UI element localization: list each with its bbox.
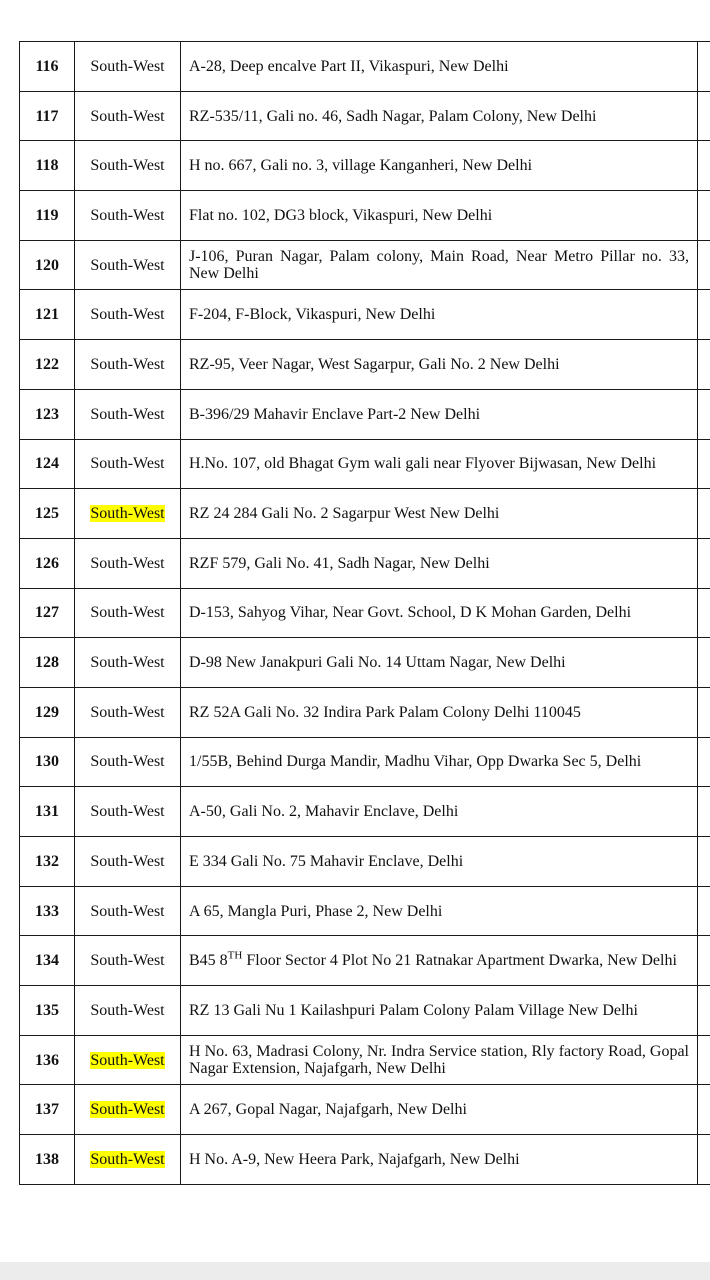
district-cell (75, 787, 181, 837)
district-cell (75, 141, 181, 191)
address-cell: A-28, Deep encalve Part II, Vikaspuri, New Delhi (181, 42, 698, 92)
address-cell (181, 936, 698, 986)
address-cell: F-204, F-Block, Vikaspuri, New Delhi (181, 290, 698, 340)
district-name: South-West (90, 1001, 165, 1019)
address-cell: RZ-95, Veer Nagar, West Sagarpur, Gali No. 2 New Delhi (181, 340, 698, 390)
table-row (20, 290, 710, 340)
district-name: South-West (90, 703, 165, 721)
table-row (20, 936, 710, 986)
district-cell (75, 737, 181, 787)
address-cell: H No. 63, Madrasi Colony, Nr. Indra Service station, Rly factory Road, Gopal Nagar Extension, Najafgarh, New Delhi (181, 1035, 698, 1085)
address-text: Floor Sector 4 Plot No 21 Ratnakar Apartment Dwarka, New Delhi (242, 952, 677, 970)
table-row (20, 737, 710, 787)
cropped-column-cell (698, 886, 710, 936)
row-number: 131 (20, 787, 75, 837)
row-number: 122 (20, 340, 75, 390)
district-name: South-West (90, 157, 165, 175)
cropped-column-cell (698, 340, 710, 390)
district-name: South-West (90, 405, 165, 423)
page-bottom-edge (0, 1262, 710, 1280)
district-name: South-West (90, 852, 165, 870)
row-number: 134 (20, 936, 75, 986)
address-cell: A-50, Gali No. 2, Mahavir Enclave, Delhi (181, 787, 698, 837)
table-row (20, 986, 710, 1036)
table-row (20, 240, 710, 290)
table-row (20, 886, 710, 936)
table-row (20, 638, 710, 688)
district-name: South-West (90, 206, 165, 224)
row-number: 123 (20, 389, 75, 439)
district-highlighted: South-West (90, 1150, 165, 1168)
table-row (20, 42, 710, 92)
cropped-column-cell (698, 141, 710, 191)
cropped-column-cell (698, 42, 710, 92)
cropped-column-cell (698, 787, 710, 837)
district-name: South-West (90, 803, 165, 821)
district-name: South-West (90, 654, 165, 672)
cropped-column-cell (698, 191, 710, 241)
table-row (20, 588, 710, 638)
address-cell: H No. A-9, New Heera Park, Najafgarh, New Delhi (181, 1135, 698, 1185)
district-highlighted: South-West (90, 505, 165, 523)
district-cell (75, 290, 181, 340)
district-cell (75, 91, 181, 141)
district-cell (75, 439, 181, 489)
cropped-column-cell (698, 389, 710, 439)
address-cell: A 65, Mangla Puri, Phase 2, New Delhi (181, 886, 698, 936)
cropped-column-cell (698, 687, 710, 737)
cropped-column-cell (698, 91, 710, 141)
district-cell (75, 240, 181, 290)
address-cell: D-153, Sahyog Vihar, Near Govt. School, D K Mohan Garden, Delhi (181, 588, 698, 638)
district-name: South-West (90, 256, 165, 274)
table-row (20, 1035, 710, 1085)
address-cell: RZ 52A Gali No. 32 Indira Park Palam Colony Delhi 110045 (181, 687, 698, 737)
table-row (20, 787, 710, 837)
cropped-column-cell (698, 240, 710, 290)
row-number: 133 (20, 886, 75, 936)
district-name: South-West (90, 57, 165, 75)
district-cell (75, 638, 181, 688)
table-row (20, 439, 710, 489)
district-cell (75, 1035, 181, 1085)
cropped-column-cell (698, 737, 710, 787)
district-cell (75, 489, 181, 539)
district-cell (75, 191, 181, 241)
address-table (19, 41, 710, 1185)
table-row (20, 141, 710, 191)
district-name: South-West (90, 455, 165, 473)
table-row (20, 91, 710, 141)
table-row (20, 538, 710, 588)
table-row (20, 1085, 710, 1135)
table-row (20, 687, 710, 737)
table-body (20, 42, 710, 1185)
address-cell: H no. 667, Gali no. 3, village Kanganheri, New Delhi (181, 141, 698, 191)
cropped-column-cell (698, 538, 710, 588)
district-cell (75, 1085, 181, 1135)
table-row (20, 1135, 710, 1185)
district-name: South-West (90, 902, 165, 920)
table-row (20, 191, 710, 241)
cropped-column-cell (698, 1085, 710, 1135)
row-number: 121 (20, 290, 75, 340)
row-number: 132 (20, 837, 75, 887)
district-cell (75, 42, 181, 92)
row-number: 120 (20, 240, 75, 290)
district-cell (75, 340, 181, 390)
row-number: 118 (20, 141, 75, 191)
district-cell (75, 886, 181, 936)
row-number: 129 (20, 687, 75, 737)
cropped-column-cell (698, 638, 710, 688)
cropped-column-cell (698, 588, 710, 638)
address-cell: A 267, Gopal Nagar, Najafgarh, New Delhi (181, 1085, 698, 1135)
row-number: 138 (20, 1135, 75, 1185)
address-cell: RZ-535/11, Gali no. 46, Sadh Nagar, Palam Colony, New Delhi (181, 91, 698, 141)
cropped-column-cell (698, 290, 710, 340)
row-number: 116 (20, 42, 75, 92)
address-cell: RZ 13 Gali Nu 1 Kailashpuri Palam Colony Palam Village New Delhi (181, 986, 698, 1036)
cropped-column-cell (698, 1035, 710, 1085)
table-row (20, 340, 710, 390)
district-name: South-West (90, 306, 165, 324)
district-cell (75, 538, 181, 588)
table-row (20, 489, 710, 539)
district-cell (75, 837, 181, 887)
row-number: 136 (20, 1035, 75, 1085)
row-number: 126 (20, 538, 75, 588)
table-row (20, 389, 710, 439)
address-cell: B-396/29 Mahavir Enclave Part-2 New Delhi (181, 389, 698, 439)
address-cell: J-106, Puran Nagar, Palam colony, Main Road, Near Metro Pillar no. 33, New Delhi (181, 240, 698, 290)
row-number: 127 (20, 588, 75, 638)
address-text: B45 8 (189, 952, 228, 970)
address-cell: E 334 Gali No. 75 Mahavir Enclave, Delhi (181, 837, 698, 887)
district-name: South-West (90, 604, 165, 622)
address-cell: H.No. 107, old Bhagat Gym wali gali near Flyover Bijwasan, New Delhi (181, 439, 698, 489)
district-highlighted: South-West (90, 1051, 165, 1069)
address-cell: Flat no. 102, DG3 block, Vikaspuri, New Delhi (181, 191, 698, 241)
district-cell (75, 588, 181, 638)
district-name: South-West (90, 554, 165, 572)
district-cell (75, 1135, 181, 1185)
district-name: South-West (90, 107, 165, 125)
district-cell (75, 936, 181, 986)
district-name: South-West (90, 355, 165, 373)
row-number: 125 (20, 489, 75, 539)
cropped-column-cell (698, 1135, 710, 1185)
address-cell: 1/55B, Behind Durga Mandir, Madhu Vihar, Opp Dwarka Sec 5, Delhi (181, 737, 698, 787)
row-number: 137 (20, 1085, 75, 1135)
row-number: 128 (20, 638, 75, 688)
district-cell (75, 986, 181, 1036)
table-row (20, 837, 710, 887)
cropped-column-cell (698, 837, 710, 887)
cropped-column-cell (698, 986, 710, 1036)
address-cell: D-98 New Janakpuri Gali No. 14 Uttam Nagar, New Delhi (181, 638, 698, 688)
district-cell (75, 687, 181, 737)
row-number: 124 (20, 439, 75, 489)
cropped-column-cell (698, 439, 710, 489)
district-name: South-West (90, 952, 165, 970)
district-cell (75, 389, 181, 439)
address-cell: RZ 24 284 Gali No. 2 Sagarpur West New Delhi (181, 489, 698, 539)
cropped-column-cell (698, 936, 710, 986)
ordinal-superscript: TH (227, 949, 243, 962)
district-name: South-West (90, 753, 165, 771)
row-number: 130 (20, 737, 75, 787)
district-highlighted: South-West (90, 1101, 165, 1119)
address-cell: RZF 579, Gali No. 41, Sadh Nagar, New Delhi (181, 538, 698, 588)
cropped-column-cell (698, 489, 710, 539)
row-number: 135 (20, 986, 75, 1036)
row-number: 119 (20, 191, 75, 241)
row-number: 117 (20, 91, 75, 141)
